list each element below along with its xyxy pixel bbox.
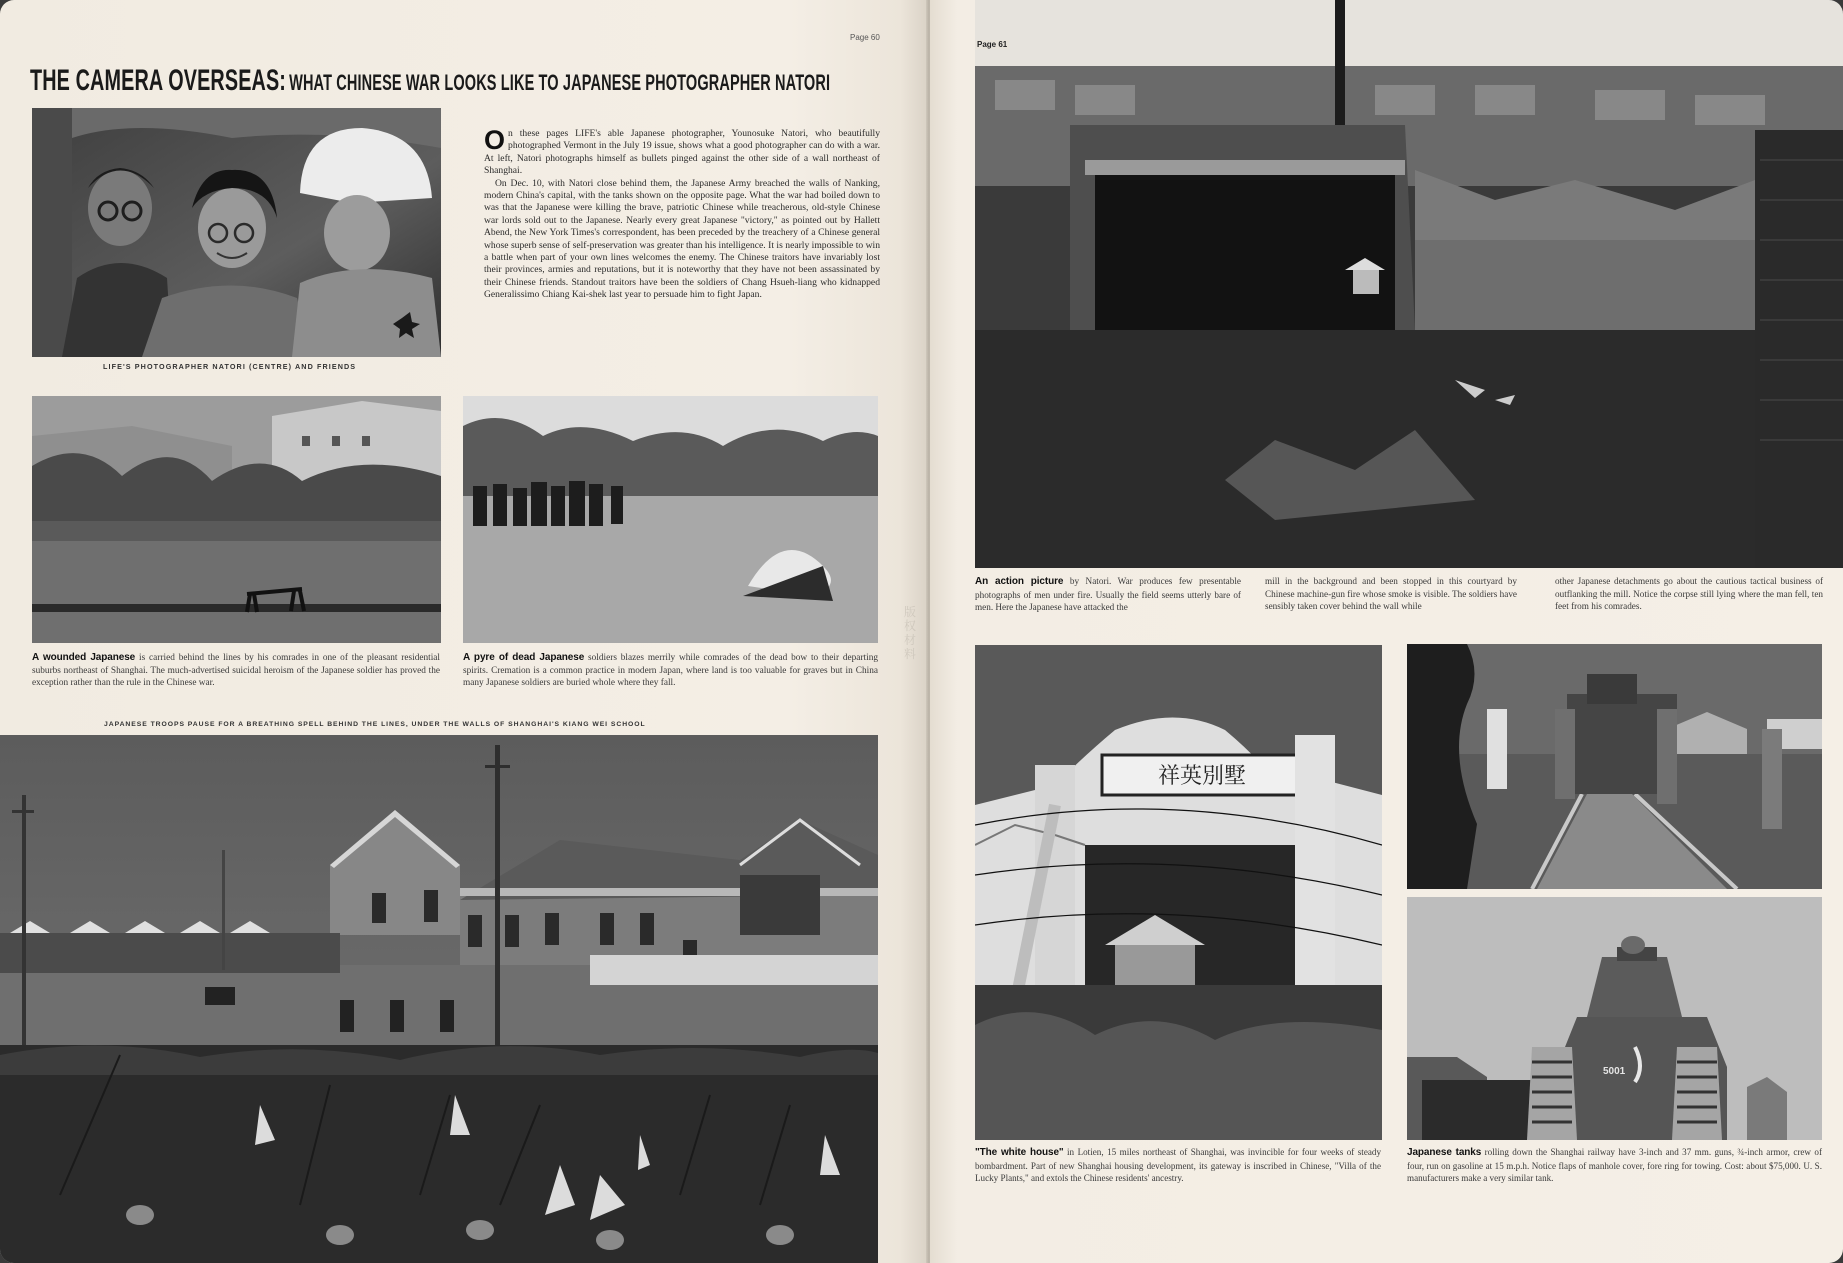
article-paragraph: On Dec. 10, with Natori close behind them, the Japanese Army breached the walls of Nanking, modern China's capital, with the tanks shown on the opposite page. What the war had boiled down to was that the Japanese were killing the brave, patriotic Chinese while treacherous, old-style Chinese war lords sold out to the Japanese. Nearly every great Japanese "victory," as pointed out by Hallett Abend, the New York Times's correspondent, has been preceded by the treachery of a Chinese general whose superb sense of self-preservation was greater than his intelligence. It is nearly impossible to win a battle when part of your own lines welcomes the enemy. The Chinese traitors have invariably lost their provinces, armies and reputations, but it is noteworthy that they have not been assassinated by their Chinese friends. Standout traitors have been the soldiers of Chang Hsueh-liang who kidnapped Generalissimo Chiang Kai-shek last year to persuade him to fight Japan. xyxy=(484,177,880,301)
article-paragraph: On these pages LIFE's able Japanese photographer, Younosuke Natori, who beautifully photographed Vermont in the July 19 issue, shows what a good photographer can do with a war. At left, Natori photographs himself as bullets pinged against the other side of a wall northeast of Shanghai. xyxy=(484,125,880,177)
right-page xyxy=(930,0,1843,1263)
caption-lead: A pyre of dead Japanese xyxy=(463,652,585,663)
headline-sub: WHAT CHINESE WAR LOOKS LIKE TO JAPANESE PHOTOGRAPHER NATORI xyxy=(289,70,831,95)
pyre-caption: A pyre of dead Japanese soldiers blazes merrily while comrades of the dead bow to their departing spirits. Cremation is a common practice in modern Japan, where land is too valuable for graves but in China many Japanese soldiers are buried whole where they fall. xyxy=(463,652,878,689)
article-body xyxy=(484,125,880,302)
headline-main: THE CAMERA OVERSEAS: xyxy=(30,64,287,97)
portrait-caption: LIFE'S PHOTOGRAPHER NATORI (CENTRE) AND FRIENDS xyxy=(103,362,357,371)
wounded-caption: A wounded Japanese is carried behind the lines by his comrades in one of the pleasant residential suburbs northeast of Shanghai. The much-advertised suicidal heroism of the Japanese soldier has proved the exception rather than the rule in the Chinese war. xyxy=(32,652,441,689)
white-house-caption: "The white house" in Lotien, 15 miles northeast of Shanghai, was invincible for four weeks of steady bombardment. Part of new Shanghai housing development, its gateway is inscribed in Chinese, "Villa of the Lucky Plants," and extols the Chinese residents' ancestry. xyxy=(975,1147,1382,1184)
page-number: Page 61 xyxy=(977,40,1008,49)
photo-action-courtyard xyxy=(975,0,1843,568)
photo-white-house-gate xyxy=(975,645,1382,1140)
troops-caption: JAPANESE TROOPS PAUSE FOR A BREATHING SPELL BEHIND THE LINES, UNDER THE WALLS OF SHANGHAI'S KIANG WEI SCHOOL xyxy=(104,721,646,728)
photo-wounded-japanese xyxy=(32,396,441,643)
drop-cap: O xyxy=(484,125,506,155)
page-number: Page 60 xyxy=(850,33,880,42)
photo-natori-and-friends xyxy=(32,108,441,357)
tanks-caption: Japanese tanks rolling down the Shanghai railway have 3-inch and 37 mm. guns, ¾-inch armor, crew of four, run on gasoline at 15 m.p.h. Notice flaps of manhole cover, fore ring for towing. Cost: about $75,000. U. S. manufacturers make a very similar tank. xyxy=(1407,1147,1822,1184)
watermark: 版权材料 xyxy=(904,605,917,661)
gate-inscription: 祥英別墅 xyxy=(1157,764,1247,789)
action-caption-col3: other Japanese detachments go about the cautious tactical business of outflanking the mill. Notice the corpse still lying where the man fell, ten feet from his comrades. xyxy=(1555,576,1823,612)
caption-lead: "The white house" xyxy=(975,1147,1064,1158)
photo-pyre xyxy=(463,396,878,643)
photo-tank-5001 xyxy=(1407,897,1822,1140)
caption-lead: An action picture xyxy=(975,576,1064,587)
action-caption-col1: An action picture by Natori. War produces few presentable photographs of men under fire. Usually the field seems utterly bare of men. Here the Japanese have attacked the xyxy=(975,576,1241,613)
caption-lead: Japanese tanks xyxy=(1407,1147,1482,1158)
photo-tanks-railway xyxy=(1407,644,1822,889)
photo-troops-kiang-wei-school xyxy=(0,735,878,1263)
headline xyxy=(30,64,890,98)
caption-lead: A wounded Japanese xyxy=(32,652,136,663)
action-caption-col2: mill in the background and been stopped in this courtyard by Chinese machine-gun fire whose smoke is visible. The soldiers have sensibly taken cover behind the wall while xyxy=(1265,576,1517,612)
tank-number: 5001 xyxy=(1603,1066,1626,1077)
